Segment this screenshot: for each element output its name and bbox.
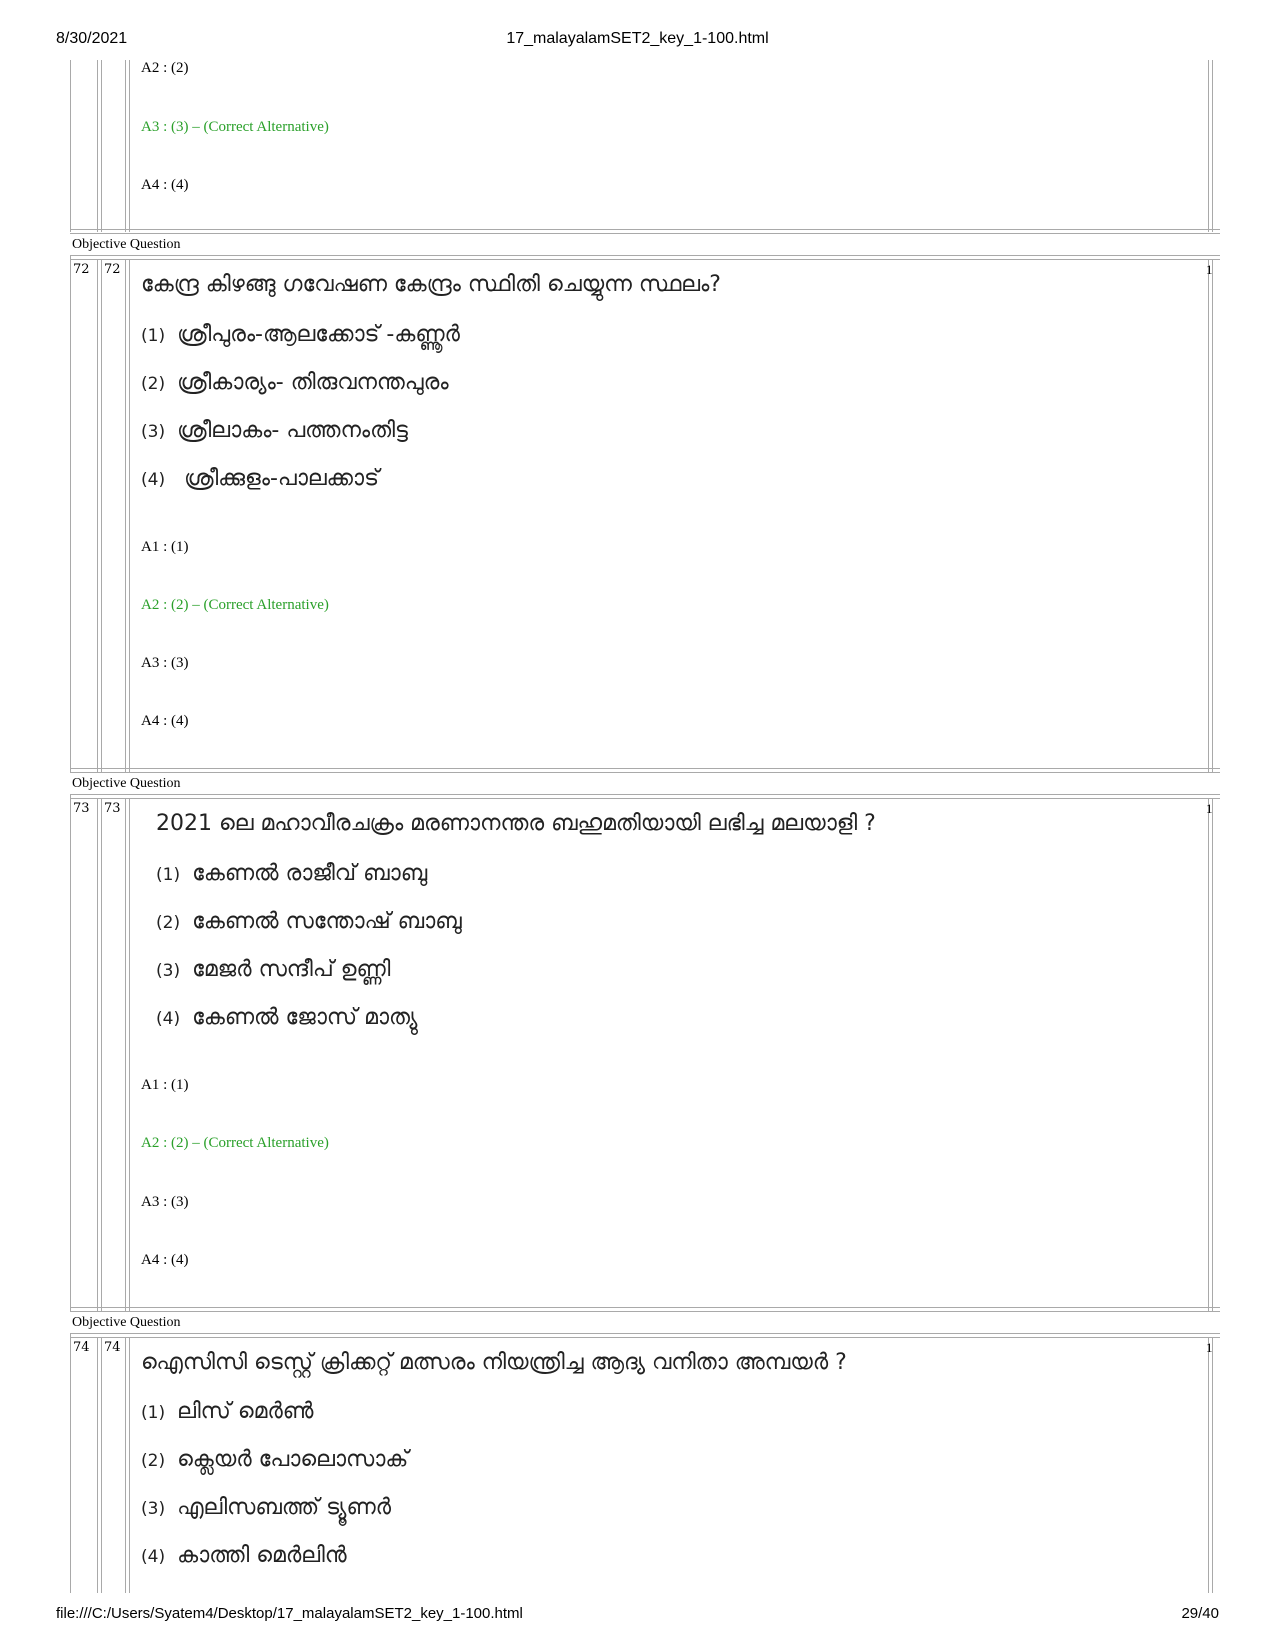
question-marks: 1 bbox=[1206, 801, 1213, 816]
answer-option: A3 : (3) bbox=[141, 1194, 189, 1210]
print-title: 17_malayalamSET2_key_1-100.html bbox=[506, 30, 769, 47]
option-number: (1) bbox=[141, 326, 166, 346]
option-text: കേണൽ സന്തോഷ് ബാബു bbox=[192, 909, 462, 934]
option-text: ശ്രീകാര്യം- തിരുവനന്തപുരം bbox=[177, 370, 449, 395]
question-option bbox=[141, 1543, 347, 1568]
option-text: ശ്രീലാകം- പത്തനംതിട്ട bbox=[177, 418, 408, 443]
question-option bbox=[156, 861, 427, 886]
question-type-label: Objective Question bbox=[72, 776, 181, 791]
option-number: (1) bbox=[141, 1403, 166, 1423]
question-marks: 1 bbox=[1206, 1340, 1213, 1355]
correct-answer: A2 : (2) – (Correct Alternative) bbox=[141, 597, 329, 613]
question-text: കേന്ദ്ര കിഴങ്ങു ഗവേഷണ കേന്ദ്രം സ്ഥിതി ചെയ്യുന്ന സ്ഥലം? bbox=[141, 272, 721, 297]
option-text: മേജർ സന്ദീപ് ഉണ്ണി bbox=[192, 957, 391, 982]
serial-number: 73 bbox=[73, 801, 90, 816]
correct-answer: A2 : (2) – (Correct Alternative) bbox=[141, 1135, 329, 1151]
answer-option: A4 : (4) bbox=[141, 1252, 189, 1268]
correct-answer: A3 : (3) – (Correct Alternative) bbox=[141, 119, 329, 135]
answer-option: A4 : (4) bbox=[141, 713, 189, 729]
option-number: (4) bbox=[141, 1547, 166, 1567]
question-number: 73 bbox=[104, 801, 121, 816]
option-text: ലിസ് മെർൺ bbox=[177, 1399, 314, 1424]
question-marks: 1 bbox=[1206, 262, 1213, 277]
answer-option: A1 : (1) bbox=[141, 1077, 189, 1093]
option-number: (3) bbox=[141, 422, 166, 442]
option-text: എലിസബത്ത് ട്യൂണർ bbox=[177, 1495, 392, 1520]
question-number: 72 bbox=[104, 262, 121, 277]
page-number: 29/40 bbox=[1181, 1605, 1219, 1622]
option-number: (2) bbox=[141, 1451, 166, 1471]
question-option bbox=[141, 418, 408, 443]
question-number: 74 bbox=[104, 1340, 121, 1355]
option-text: ക്ലെയർ പോലൊസാക് bbox=[177, 1447, 409, 1472]
question-option bbox=[141, 1399, 314, 1424]
question-option bbox=[141, 1495, 391, 1520]
question-text: 2021 ലെ മഹാവീരചക്രം മരണാനന്തര ബഹുമതിയായി ലഭിച്ച മലയാളി ? bbox=[156, 811, 876, 836]
serial-number: 72 bbox=[73, 262, 90, 277]
question-option bbox=[141, 466, 379, 491]
print-date: 8/30/2021 bbox=[56, 30, 128, 47]
option-text: കേണൽ ജോസ് മാത്യു bbox=[192, 1005, 418, 1030]
option-text: കാത്തി മെർലിൻ bbox=[177, 1543, 347, 1568]
option-number: (2) bbox=[156, 913, 181, 933]
option-text: ശ്രീപുരം-ആലക്കോട് -കണ്ണൂർ bbox=[177, 322, 460, 347]
answer-option: A3 : (3) bbox=[141, 655, 189, 671]
question-option bbox=[141, 322, 460, 347]
option-text: കേണൽ രാജീവ് ബാബു bbox=[192, 861, 428, 886]
option-number: (3) bbox=[156, 961, 181, 981]
option-number: (3) bbox=[141, 1499, 166, 1519]
question-type-label: Objective Question bbox=[72, 1315, 181, 1330]
file-path: file:///C:/Users/Syatem4/Desktop/17_malayalamSET2_key_1-100.html bbox=[56, 1605, 523, 1622]
answer-option: A2 : (2) bbox=[141, 60, 189, 76]
question-option bbox=[141, 370, 449, 395]
option-number: (4) bbox=[141, 470, 166, 490]
option-number: (2) bbox=[141, 374, 166, 394]
question-type-label: Objective Question bbox=[72, 237, 181, 252]
serial-number: 74 bbox=[73, 1340, 90, 1355]
question-option bbox=[156, 957, 390, 982]
question-text: ഐസിസി ടെസ്റ്റ് ക്രിക്കറ്റ് മത്സരം നിയന്ത്രിച്ച ആദ്യ വനിതാ അമ്പയർ ? bbox=[141, 1350, 847, 1375]
answer-option: A4 : (4) bbox=[141, 177, 189, 193]
question-option bbox=[156, 1005, 417, 1030]
option-number: (4) bbox=[156, 1009, 181, 1029]
option-text: ശ്രീക്കുളം-പാലക്കാട് bbox=[177, 466, 380, 491]
question-option bbox=[156, 909, 462, 934]
question-option bbox=[141, 1447, 408, 1472]
option-number: (1) bbox=[156, 865, 181, 885]
answer-option: A1 : (1) bbox=[141, 539, 189, 555]
